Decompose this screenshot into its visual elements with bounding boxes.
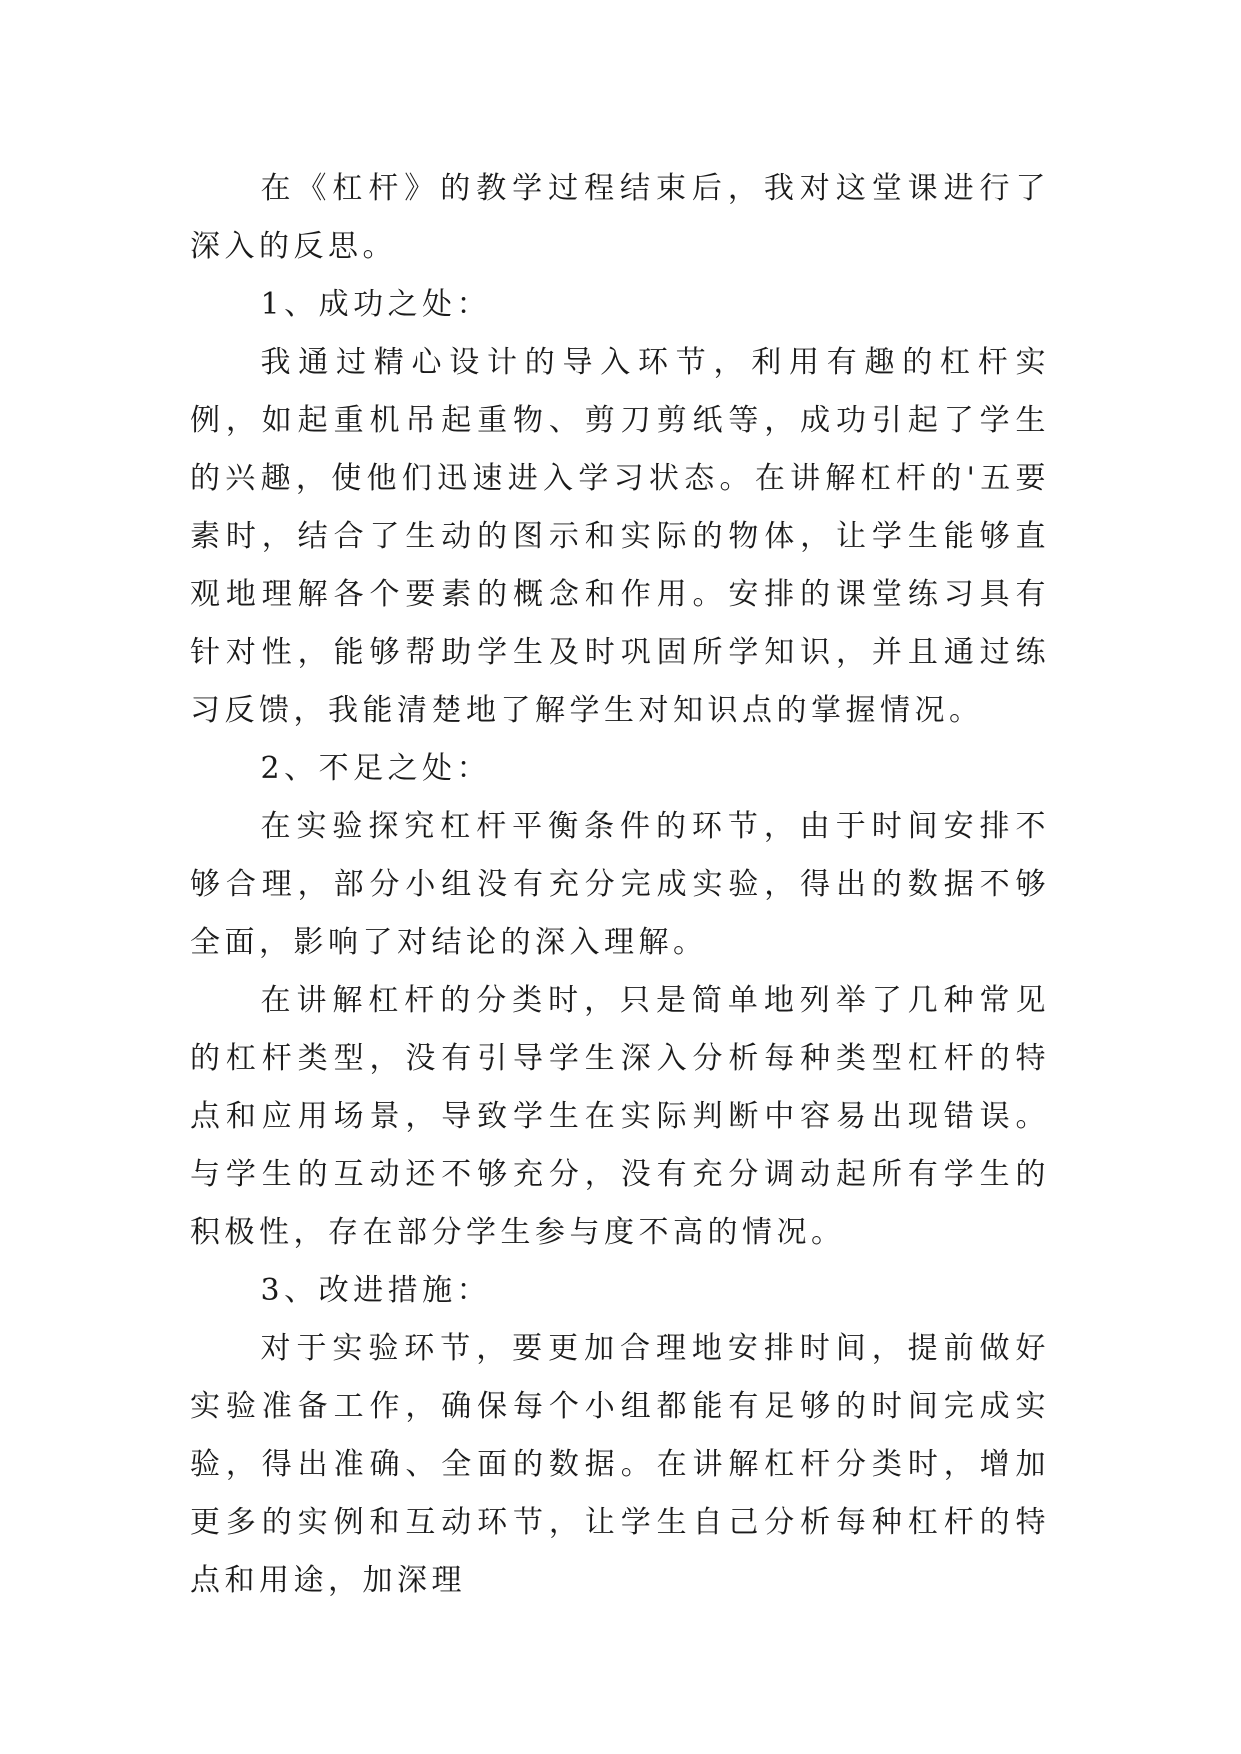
document-body [190, 160, 1050, 1610]
section-heading-improvements: 3、改进措施： [260, 1273, 492, 1308]
improvements-paragraph: 对于实验环节，要更加合理地安排时间，提前做好实验准备工作，确保每个小组都能有足够的时间完成实验，得出准确、全面的数据。在讲解杠杆分类时，增加更多的实例和互动环节，让学生自己分析每种杠杆的特点和用途，加深理 [190, 1331, 1050, 1598]
shortcomings-paragraph-experiment: 在实验探究杠杆平衡条件的环节，由于时间安排不够合理，部分小组没有充分完成实验，得出的数据不够全面，影响了对结论的深入理解。 [190, 809, 1050, 960]
shortcomings-paragraph-classification: 在讲解杠杆的分类时，只是简单地列举了几种常见的杠杆类型，没有引导学生深入分析每种类型杠杆的特点和应用场景，导致学生在实际判断中容易出现错误。与学生的互动还不够充分，没有充分调动起所有学生的积极性，存在部分学生参与度不高的情况。 [190, 983, 1050, 1250]
successes-paragraph: 我通过精心设计的导入环节，利用有趣的杠杆实例，如起重机吊起重物、剪刀剪纸等，成功引起了学生的兴趣，使他们迅速进入学习状态。在讲解杠杆的'五要素时，结合了生动的图示和实际的物体，让学生能够直观地理解各个要素的概念和作用。安排的课堂练习具有针对性，能够帮助学生及时巩固所学知识，并且通过练习反馈，我能清楚地了解学生对知识点的掌握情况。 [190, 345, 1050, 728]
section-heading-successes: 1、成功之处： [260, 287, 492, 322]
section-heading-shortcomings: 2、不足之处： [260, 751, 492, 786]
intro-paragraph: 在《杠杆》的教学过程结束后，我对这堂课进行了深入的反思。 [190, 171, 1050, 264]
